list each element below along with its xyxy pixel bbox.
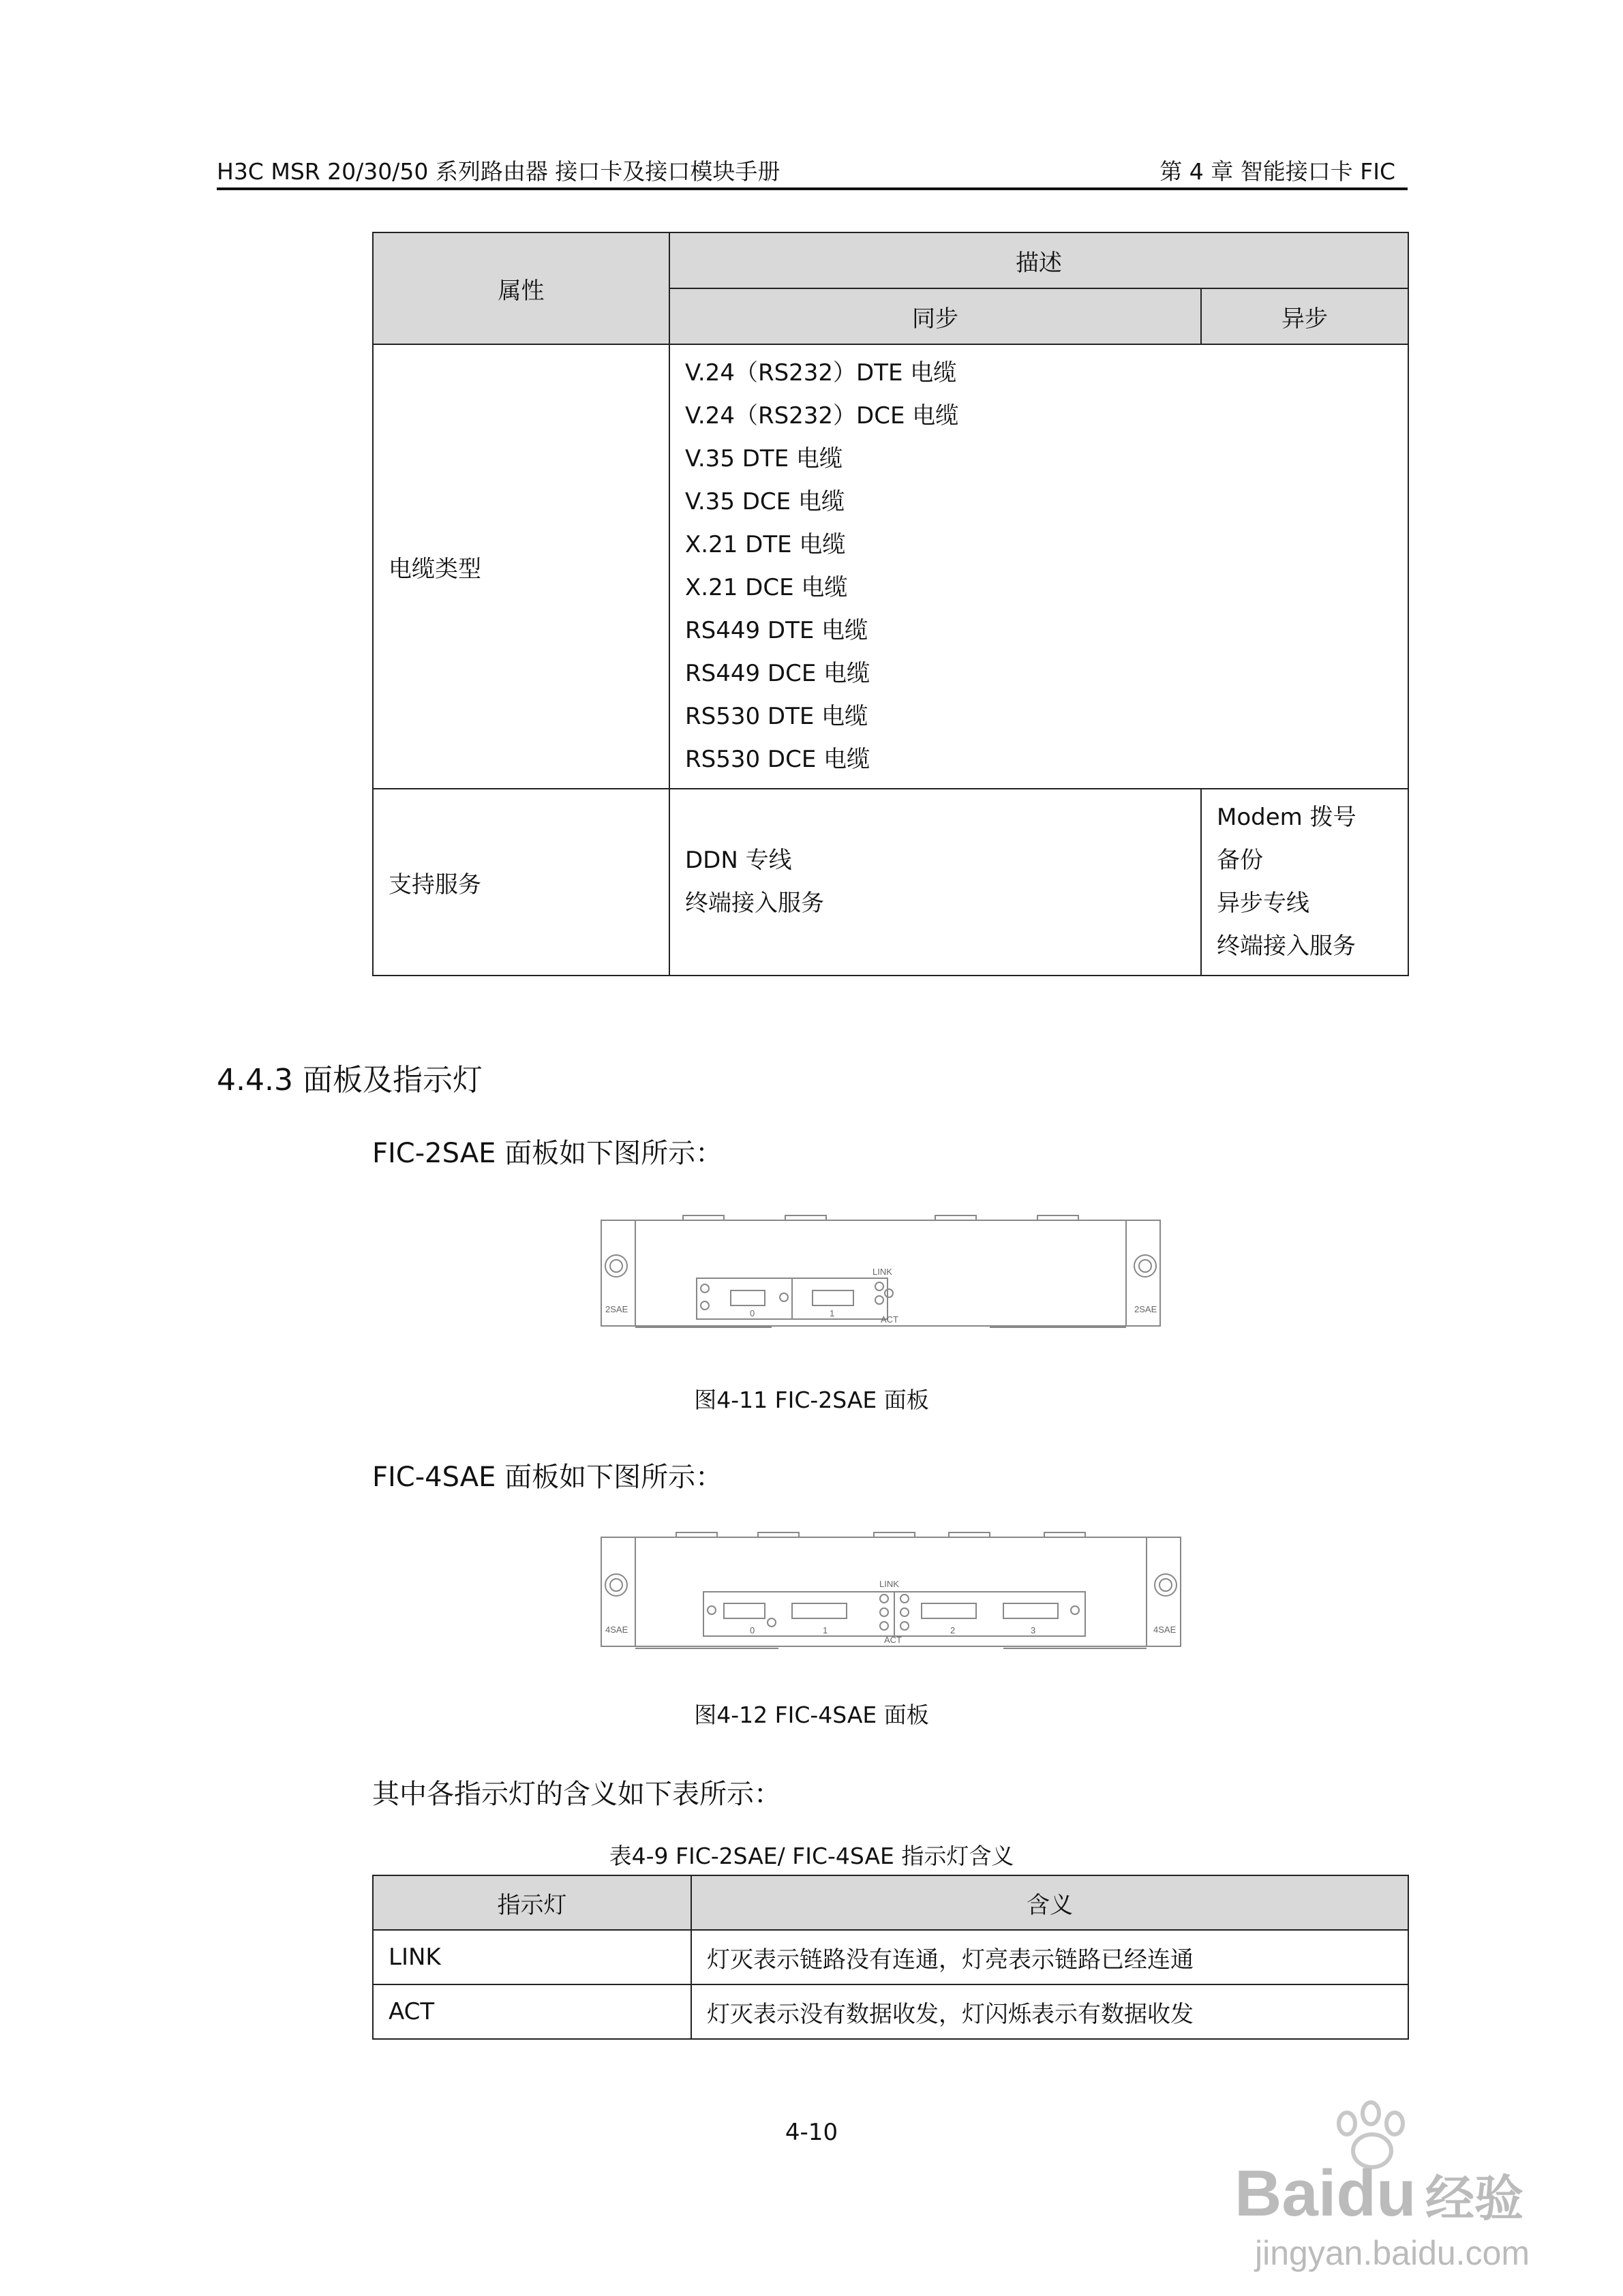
sync-services: [669, 789, 1201, 976]
meaning-cell: 灯灭表示链路没有连通，灯亮表示链路已经连通: [691, 1930, 1408, 1984]
list-item: RS449 DTE 电缆: [685, 617, 868, 644]
indicator-cell: LINK: [373, 1930, 691, 1984]
list-item: X.21 DCE 电缆: [685, 574, 848, 601]
paragraph-fig2-intro: FIC-4SAE 面板如下图所示：: [372, 1462, 723, 1493]
side-label-right: 4SAE: [1153, 1625, 1177, 1635]
header-chapter: 第 4 章 智能接口卡 FIC: [1159, 158, 1395, 185]
header-title: H3C MSR 20/30/50 系列路由器 接口卡及接口模块手册: [217, 158, 780, 185]
side-label-right: 2SAE: [1134, 1304, 1157, 1314]
list-item: V.35 DTE 电缆: [685, 445, 843, 472]
port-label: 1: [830, 1308, 835, 1318]
watermark-url: jingyan.baidu.com: [1255, 2234, 1528, 2272]
async-header: 异步: [1201, 288, 1408, 344]
async-services: [1201, 789, 1408, 976]
header-rule: [217, 187, 1408, 190]
meaning-cell: 灯灭表示没有数据收发，灯闪烁表示有数据收发: [691, 1984, 1408, 2039]
act-label: ACT: [884, 1635, 902, 1645]
list-item: 终端接入服务: [1217, 933, 1356, 960]
baidu-watermark: [1228, 2086, 1528, 2277]
list-item: 终端接入服务: [685, 890, 824, 917]
watermark-brand-cn: 经验: [1425, 2172, 1524, 2226]
list-item: RS530 DCE 电缆: [685, 746, 870, 773]
side-label-left: 2SAE: [605, 1304, 628, 1314]
list-item: 异步专线: [1217, 890, 1309, 917]
list-item: V.35 DCE 电缆: [685, 488, 845, 515]
table-row: [373, 1930, 1408, 1984]
figure-caption-2: 图4-12 FIC-4SAE 面板: [694, 1702, 929, 1728]
port-label: 3: [1031, 1625, 1036, 1635]
list-item: V.24（RS232）DTE 电缆: [685, 359, 957, 387]
list-item: Modem 拨号: [1217, 804, 1356, 831]
figure-caption-1: 图4-11 FIC-2SAE 面板: [694, 1387, 929, 1413]
sync-header: 同步: [669, 288, 1201, 344]
port-label: 0: [750, 1625, 755, 1635]
table-row: [373, 344, 1408, 789]
table-caption: 表4-9 FIC-2SAE/ FIC-4SAE 指示灯含义: [609, 1843, 1014, 1869]
section-title: 4.4.3 面板及指示灯: [217, 1063, 483, 1098]
attr-services: 支持服务: [373, 789, 669, 976]
list-item: RS530 DTE 电缆: [685, 703, 868, 730]
meaning-header: 含义: [691, 1875, 1408, 1930]
fic-2sae-panel-figure: [594, 1210, 1167, 1340]
link-label: LINK: [879, 1579, 899, 1589]
paragraph-fig1-intro: FIC-2SAE 面板如下图所示：: [372, 1138, 723, 1169]
attr-cable-type: 电缆类型: [373, 344, 669, 789]
paragraph-table-intro: 其中各指示灯的含义如下表所示：: [372, 1779, 781, 1810]
fic-4sae-panel-figure: [594, 1527, 1187, 1663]
list-item: V.24（RS232）DCE 电缆: [685, 402, 959, 429]
port-label: 0: [750, 1308, 755, 1318]
list-item: RS449 DCE 电缆: [685, 660, 870, 687]
page-number: 4-10: [785, 2119, 838, 2146]
link-label: LINK: [873, 1267, 892, 1277]
act-label: ACT: [881, 1314, 898, 1325]
port-label: 1: [823, 1625, 828, 1635]
table-row: [373, 1984, 1408, 2039]
side-label-left: 4SAE: [605, 1625, 628, 1635]
cable-list: [669, 344, 1408, 789]
indicator-header: 指示灯: [373, 1875, 691, 1930]
list-item: DDN 专线: [685, 847, 792, 874]
indicator-table: [372, 1875, 1409, 2040]
desc-header: 描述: [669, 232, 1408, 288]
list-item: X.21 DTE 电缆: [685, 531, 846, 558]
watermark-brand: Baidu: [1234, 2157, 1416, 2230]
port-label: 2: [950, 1625, 956, 1635]
indicator-cell: ACT: [373, 1984, 691, 2039]
table-row: [373, 789, 1408, 976]
list-item: 备份: [1217, 847, 1263, 874]
attributes-table: [372, 232, 1409, 976]
attr-header: 属性: [373, 232, 669, 344]
